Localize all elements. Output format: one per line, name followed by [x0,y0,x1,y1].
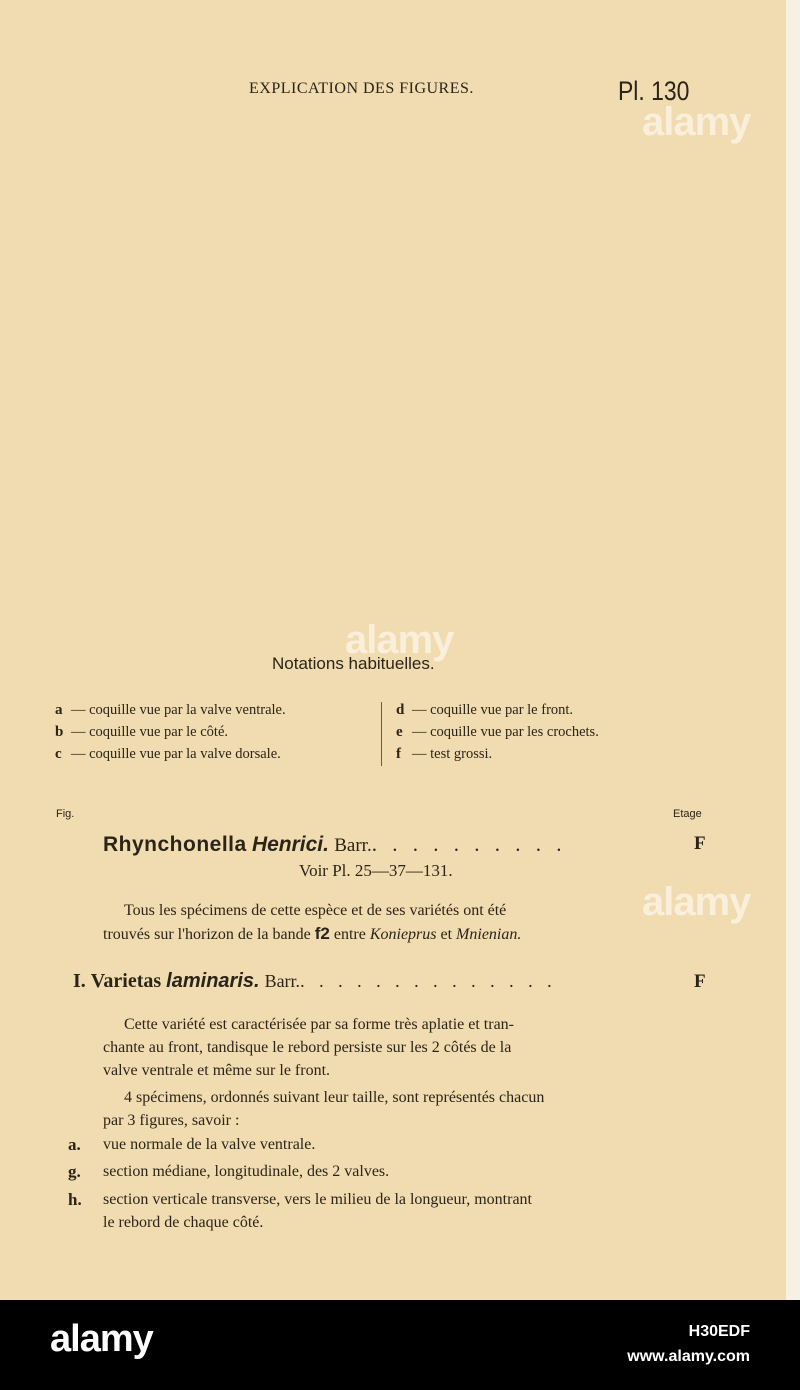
notation-letter: b [55,724,64,740]
species-genus: Rhynchonella [103,833,247,856]
figure-description: section médiane, longitudinale, des 2 valves. [103,1163,390,1180]
notation-text: — coquille vue par le front. [412,702,574,718]
notation-letter: d [396,702,405,718]
variety-description-line: valve ventrale et même sur le front. [103,1062,331,1079]
species-author: Barr. [334,835,372,856]
notation-letter: c [55,746,62,762]
see-also-reference: Voir Pl. 25—37—131. [299,861,453,880]
variety-author: Barr. [264,971,301,991]
specimens-line: 4 spécimens, ordonnés suivant leur taille, sont représentés chacun [124,1089,545,1106]
species-heading [103,832,566,857]
notation-row [55,702,286,719]
band-label: f2 [314,924,330,943]
notation-row [55,746,281,763]
notation-text: — coquille vue par la valve ventrale. [71,702,286,718]
place-name: Konieprus [369,926,437,943]
notation-letter: e [396,724,403,740]
species-etage: F [694,833,706,854]
figure-letter: g. [68,1162,81,1181]
variety-etage: F [694,971,706,992]
variety-description-line: Cette variété est caractérisée par sa forme très aplatie et tran- [124,1016,514,1033]
species-note-line: Tous les spécimens de cette espèce et de ses variétés ont été [124,902,507,919]
watermark: alamy [642,880,751,924]
notation-letter: f [396,746,401,762]
watermark: alamy [642,100,751,144]
plate-number: Pl. 130 [618,76,690,106]
species-note-line [103,922,521,946]
figure-description: vue normale de la valve ventrale. [103,1136,316,1153]
variety-epithet: laminaris. [166,970,260,992]
watermark: alamy [345,618,454,662]
notations-heading: Notations habituelles. [272,654,435,673]
etage-column-label: Etage [673,808,702,820]
notation-text: — coquille vue par les crochets. [412,724,599,740]
fig-column-label: Fig. [56,808,75,820]
figure-description: le rebord de chaque côté. [103,1214,264,1231]
variety-description-line: chante au front, tandisque le rebord persiste sur les 2 côtés de la [103,1039,512,1056]
footer-url[interactable]: www.alamy.com [627,1348,750,1365]
species-epithet: Henrici. [251,833,329,856]
notation-letter: a [55,702,63,718]
leader-dots: . . . . . . . . . . . . . . [300,971,557,991]
specimens-line: par 3 figures, savoir : [103,1112,240,1129]
notation-row [396,746,492,763]
figure-letter: h. [68,1190,82,1209]
variety-heading [73,970,557,993]
notation-text: — coquille vue par la valve dorsale. [71,746,281,762]
variety-number: I. [73,970,86,992]
notation-text: — coquille vue par le côté. [71,724,229,740]
notation-text: — test grossi. [412,746,493,762]
figure-letter: a. [68,1135,81,1154]
notation-row [55,724,228,741]
note-text: trouvés sur l'horizon de la bande [103,926,311,943]
notation-divider [381,702,382,766]
note-text: entre [333,926,366,943]
page-edge [786,0,800,1300]
place-name: Mnienian. [456,926,522,943]
footer-logo: alamy [50,1318,153,1360]
note-text: et [440,926,453,943]
page-header-title: EXPLICATION DES FIGURES. [249,80,474,97]
figure-description: section verticale transverse, vers le milieu de la longueur, montrant [103,1191,532,1208]
variety-name: Varietas [90,970,162,992]
image-id: H30EDF [688,1323,750,1340]
notation-row [396,702,573,719]
notation-row [396,724,599,741]
leader-dots: . . . . . . . . . . [371,832,567,856]
